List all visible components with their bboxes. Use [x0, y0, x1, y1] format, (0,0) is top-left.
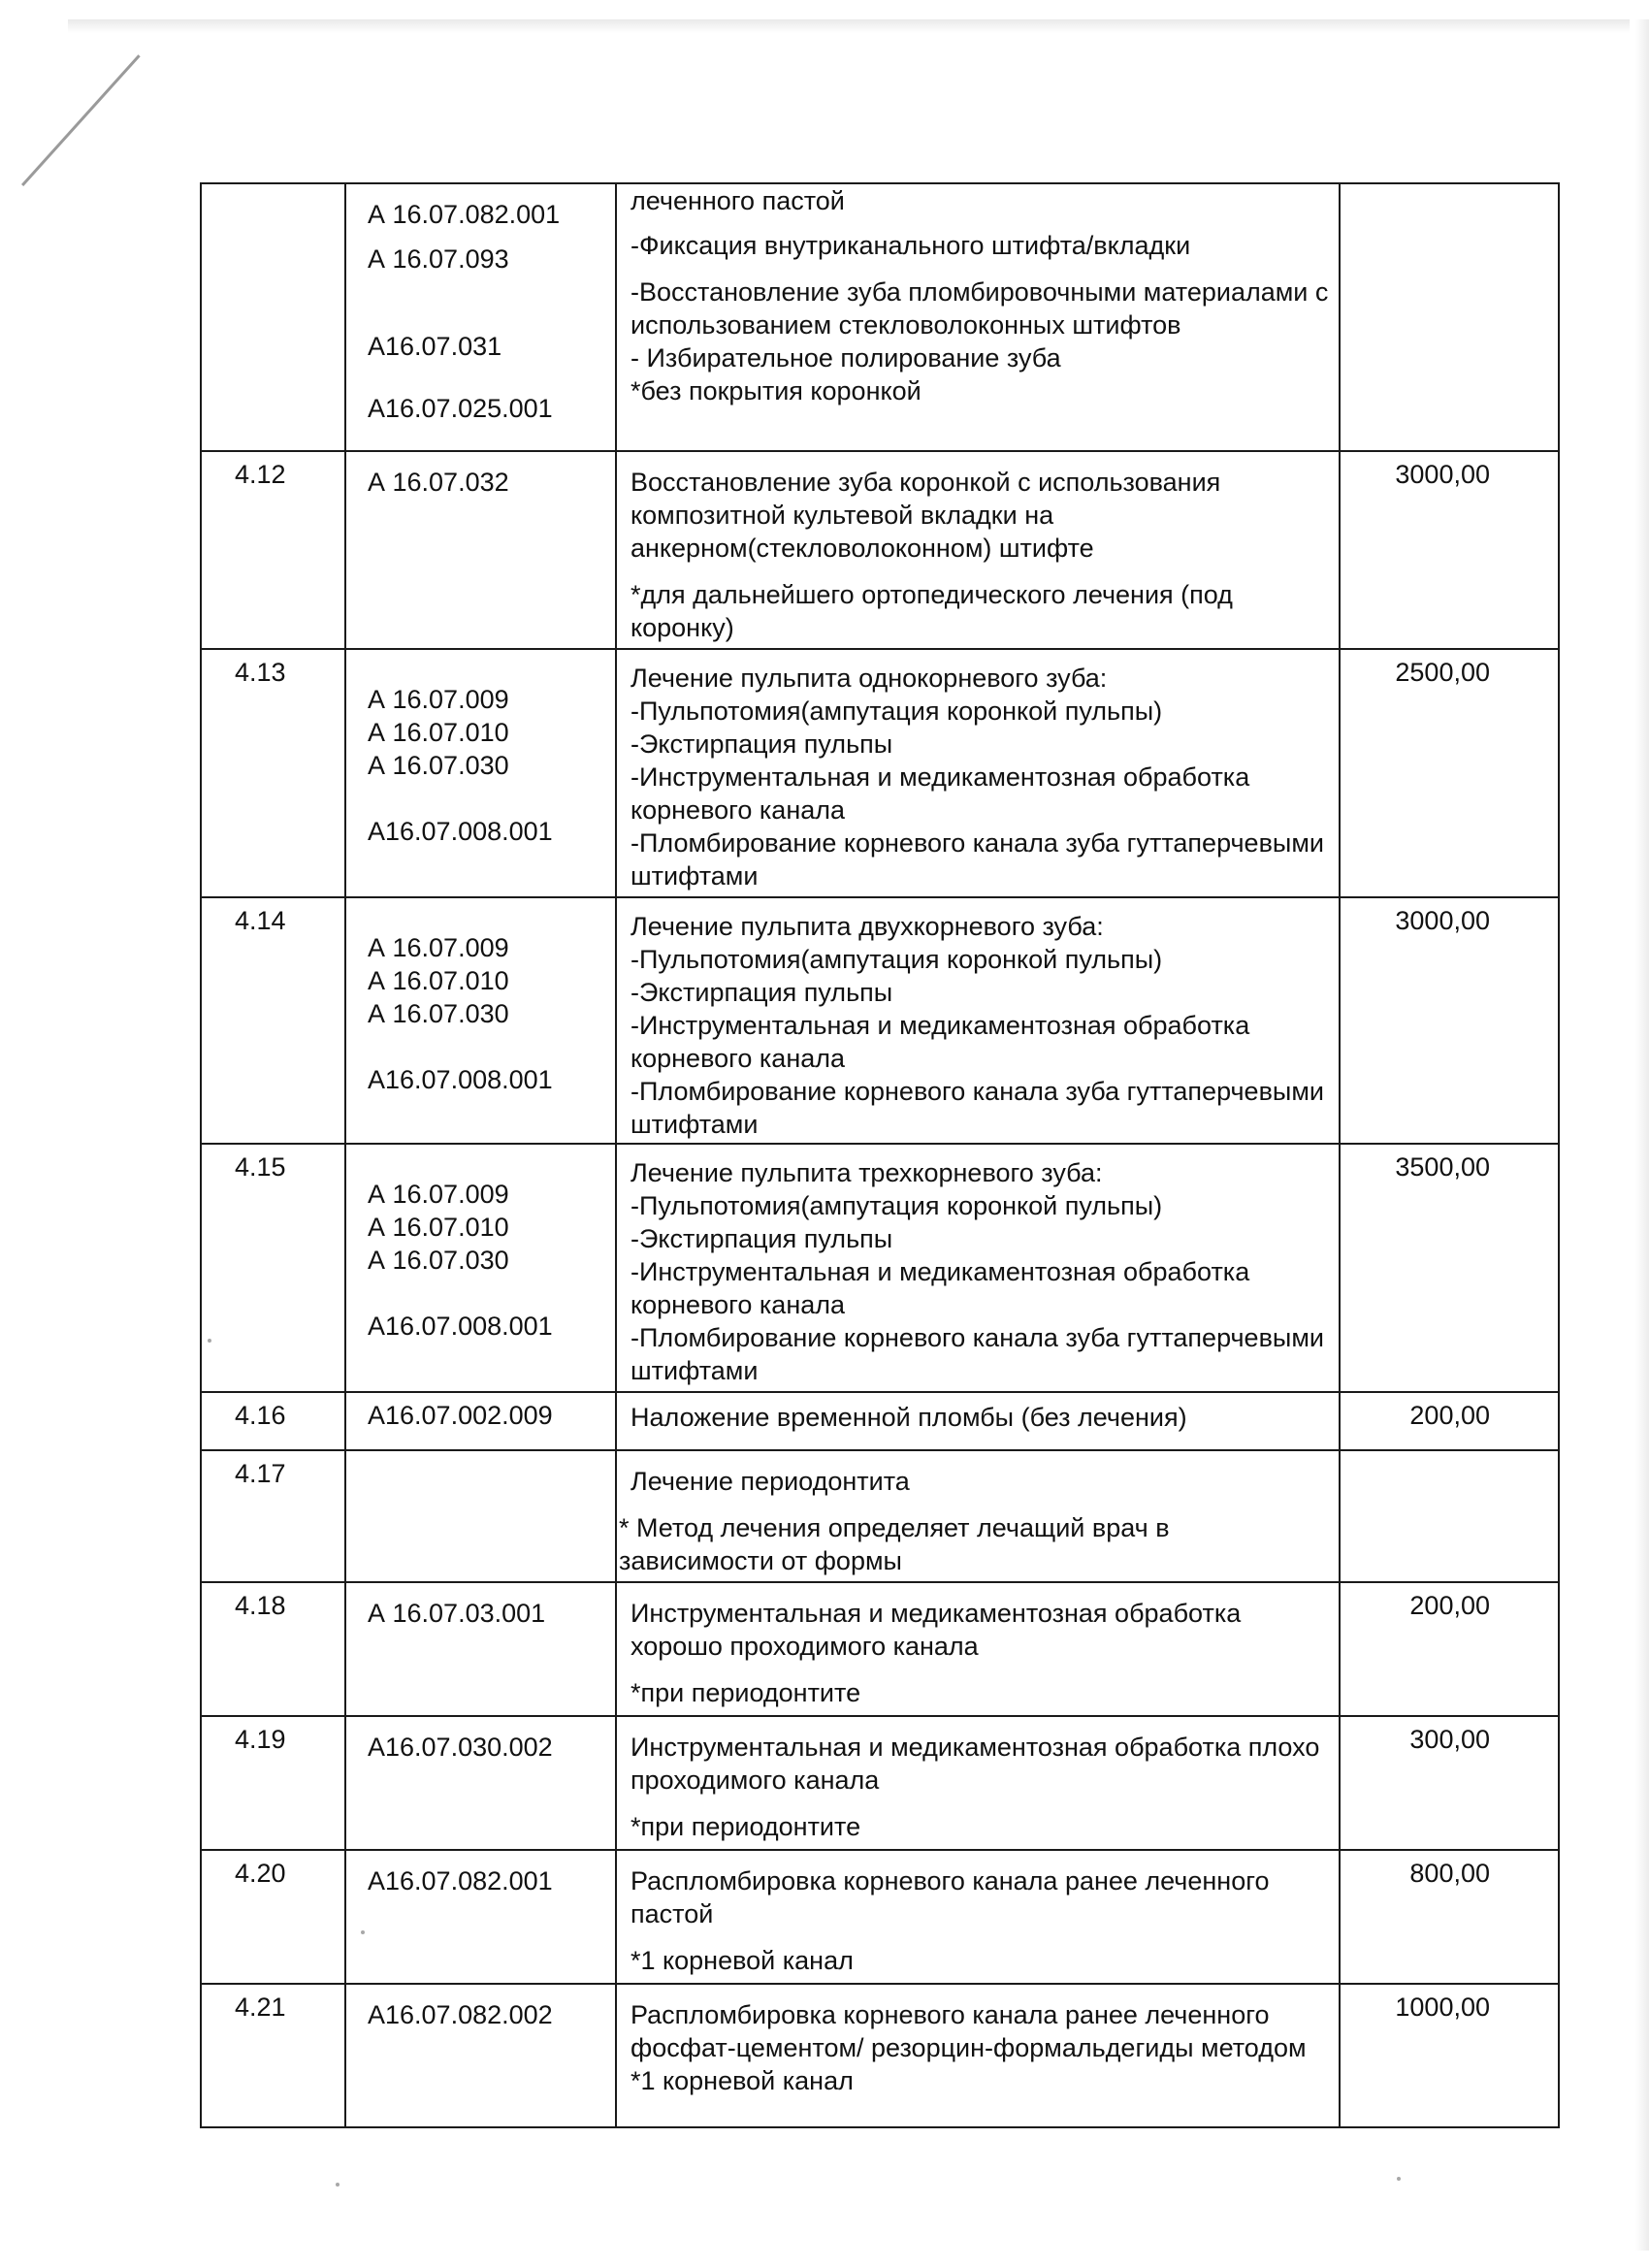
description-line: Наложение временной пломбы (без лечения)	[630, 1403, 1187, 1432]
service-codes	[345, 649, 616, 897]
service-code: А16.07.002.009	[368, 1401, 553, 1430]
service-description	[616, 649, 1340, 897]
description-line: Лечение периодонтита	[630, 1467, 910, 1496]
description-line: *при периодонтите	[630, 1812, 861, 1841]
service-price: 3000,00	[1340, 451, 1559, 649]
description-line: -Инструментальная и медикаментозная обработка корневого канала	[630, 1257, 1250, 1319]
description-line: -Экстирпация пульпы	[630, 729, 893, 759]
service-description	[616, 1716, 1340, 1850]
service-description	[616, 1392, 1340, 1450]
service-code: А 16.07.030	[368, 751, 509, 780]
description-line: Лечение пульпита однокорневого зуба:	[630, 664, 1108, 693]
service-code: А 16.07.030	[368, 1246, 509, 1275]
description-line: Лечение пульпита двухкорневого зуба:	[630, 912, 1104, 941]
table-row	[201, 1850, 1559, 1984]
service-description	[616, 183, 1340, 451]
service-code: А 16.07.093	[368, 244, 509, 274]
table-row	[201, 649, 1559, 897]
service-price: 200,00	[1340, 1582, 1559, 1716]
service-description	[616, 1582, 1340, 1716]
description-line: -Пульпотомия(ампутация коронкой пульпы)	[630, 945, 1163, 974]
description-line: -Инструментальная и медикаментозная обработка корневого канала	[630, 1011, 1250, 1073]
row-number: 4.12	[201, 451, 345, 649]
service-description	[616, 1850, 1340, 1984]
description-line: *при периодонтите	[630, 1678, 861, 1707]
description-line: Лечение пульпита трехкорневого зуба:	[630, 1158, 1103, 1187]
service-description	[616, 897, 1340, 1144]
service-codes	[345, 1850, 616, 1984]
service-price: 300,00	[1340, 1716, 1559, 1850]
description-line: леченного пастой	[630, 186, 845, 215]
description-line: * Метод лечения определяет лечащий врач в зависимости от формы	[619, 1513, 1170, 1575]
description-line: - Избирательное полирование зуба	[630, 343, 1061, 373]
row-number: 4.16	[201, 1392, 345, 1450]
service-price: 800,00	[1340, 1850, 1559, 1984]
scan-speck	[336, 2183, 340, 2187]
service-code: А16.07.031	[368, 332, 502, 361]
service-codes	[345, 183, 616, 451]
description-line: *1 корневой канал	[630, 1946, 854, 1975]
row-number	[201, 183, 345, 451]
table-row	[201, 897, 1559, 1144]
row-number: 4.19	[201, 1716, 345, 1850]
description-line: Инструментальная и медикаментозная обработка плохо проходимого канала	[630, 1733, 1320, 1795]
description-line: -Пульпотомия(ампутация коронкой пульпы)	[630, 1191, 1163, 1220]
service-code: А 16.07.03.001	[368, 1599, 546, 1628]
scan-edge-top	[68, 19, 1630, 33]
service-code: А 16.07.010	[368, 718, 509, 747]
service-price: 3500,00	[1340, 1144, 1559, 1392]
row-number: 4.18	[201, 1582, 345, 1716]
service-codes	[345, 1582, 616, 1716]
service-price: 2500,00	[1340, 649, 1559, 897]
service-codes	[345, 451, 616, 649]
description-line: -Экстирпация пульпы	[630, 978, 893, 1007]
service-codes	[345, 1716, 616, 1850]
service-description	[616, 451, 1340, 649]
service-codes	[345, 1144, 616, 1392]
description-line: *1 корневой канал	[630, 2066, 854, 2095]
description-line: -Экстирпация пульпы	[630, 1224, 893, 1253]
service-price: 200,00	[1340, 1392, 1559, 1450]
table-row	[201, 451, 1559, 649]
table-row	[201, 1716, 1559, 1850]
description-line: -Пломбирование корневого канала зуба гуттаперчевыми штифтами	[630, 1077, 1324, 1139]
service-code: А16.07.082.001	[368, 1866, 553, 1895]
description-line: -Восстановление зуба пломбировочными материалами с использованием стекловолоконных штифтов	[630, 277, 1329, 340]
service-codes	[345, 897, 616, 1144]
description-line: Инструментальная и медикаментозная обработка хорошо проходимого канала	[630, 1599, 1242, 1661]
service-price	[1340, 183, 1559, 451]
description-line: Распломбировка корневого канала ранее леченного фосфат-цементом/ резорцин-формальдегиды методом	[630, 2000, 1307, 2062]
service-code: А16.07.008.001	[368, 1065, 553, 1094]
row-number: 4.20	[201, 1850, 345, 1984]
table-row	[201, 1450, 1559, 1582]
row-number: 4.13	[201, 649, 345, 897]
service-code: А 16.07.010	[368, 1213, 509, 1242]
row-number: 4.15	[201, 1144, 345, 1392]
row-number: 4.17	[201, 1450, 345, 1582]
description-line: -Пульпотомия(ампутация коронкой пульпы)	[630, 697, 1163, 726]
table-row	[201, 1582, 1559, 1716]
description-line: -Инструментальная и медикаментозная обработка корневого канала	[630, 762, 1250, 825]
scan-edge-right	[1635, 19, 1649, 2251]
table-row	[201, 1984, 1559, 2127]
service-codes	[345, 1450, 616, 1582]
description-line: -Пломбирование корневого канала зуба гуттаперчевыми штифтами	[630, 1323, 1324, 1385]
service-description	[616, 1450, 1340, 1582]
service-codes	[345, 1392, 616, 1450]
description-line: -Фиксация внутриканального штифта/вкладки	[630, 231, 1191, 260]
service-code: А 16.07.009	[368, 685, 509, 714]
service-code: А 16.07.082.001	[368, 200, 561, 229]
description-line: -Пломбирование корневого канала зуба гуттаперчевыми штифтами	[630, 828, 1324, 891]
table-row	[201, 1392, 1559, 1450]
table-row	[201, 1144, 1559, 1392]
service-code: А 16.07.009	[368, 1180, 509, 1209]
service-code: А16.07.008.001	[368, 1312, 553, 1341]
row-number: 4.21	[201, 1984, 345, 2127]
row-number: 4.14	[201, 897, 345, 1144]
service-code: А 16.07.009	[368, 933, 509, 962]
service-description	[616, 1144, 1340, 1392]
service-code: А 16.07.030	[368, 999, 509, 1028]
description-line: Восстановление зуба коронкой с использования композитной культевой вкладки на анкерном(стекловолоконном) штифте	[630, 468, 1221, 563]
service-description	[616, 1984, 1340, 2127]
service-code: А16.07.025.001	[368, 394, 553, 423]
service-price: 3000,00	[1340, 897, 1559, 1144]
service-code: А16.07.082.002	[368, 2000, 553, 2029]
scan-corner-mark	[21, 54, 141, 186]
description-line: Распломбировка корневого канала ранее леченного пастой	[630, 1866, 1270, 1928]
service-code: А 16.07.032	[368, 468, 509, 497]
service-price	[1340, 1450, 1559, 1582]
scan-speck	[1397, 2177, 1401, 2181]
description-line: *без покрытия коронкой	[630, 376, 922, 405]
service-code: А 16.07.010	[368, 966, 509, 995]
service-codes	[345, 1984, 616, 2127]
description-line: *для дальнейшего ортопедического лечения (под коронку)	[630, 580, 1233, 642]
service-code: А16.07.008.001	[368, 817, 553, 846]
service-price: 1000,00	[1340, 1984, 1559, 2127]
service-code: А16.07.030.002	[368, 1733, 553, 1762]
table-row	[201, 183, 1559, 451]
price-list-table	[200, 182, 1560, 2128]
